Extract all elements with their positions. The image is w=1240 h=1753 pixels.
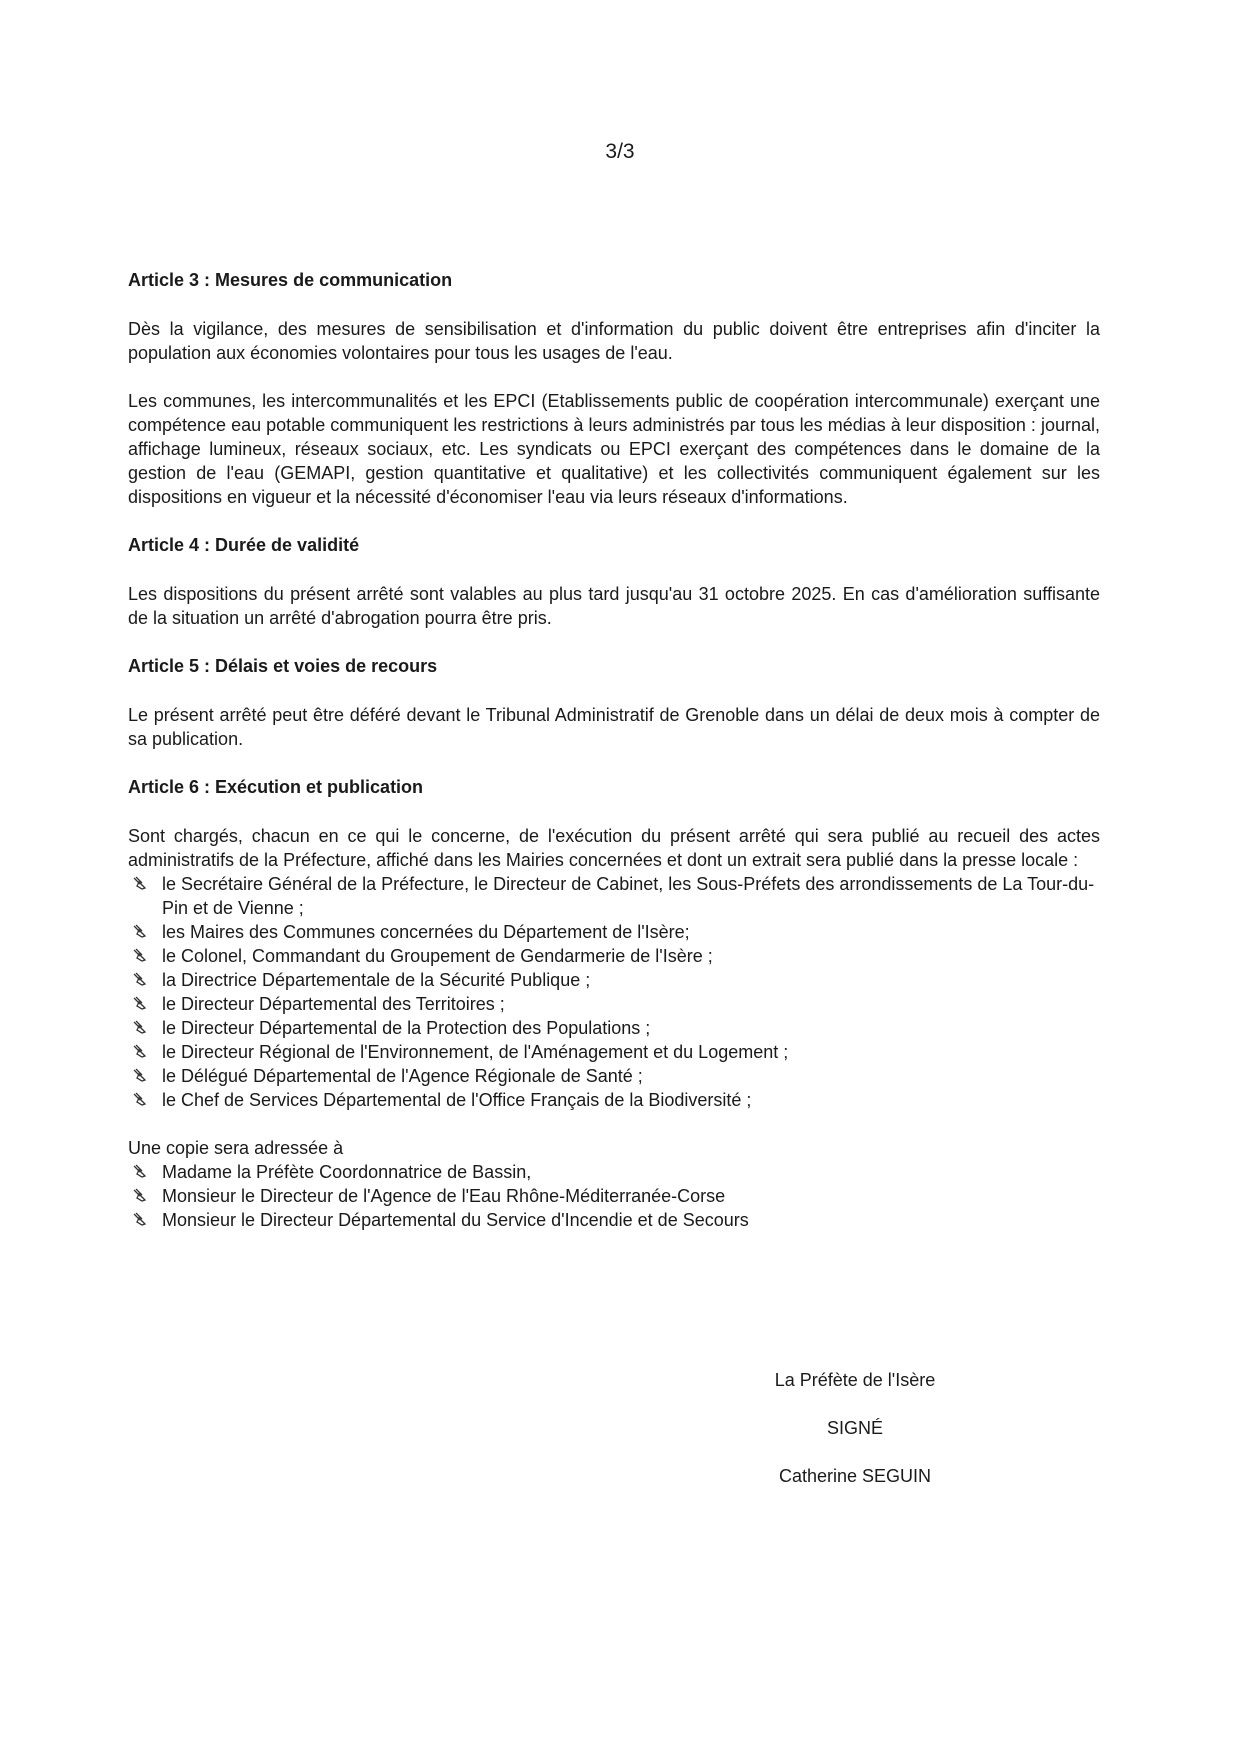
paragraph: Sont chargés, chacun en ce qui le concerne, de l'exécution du présent arrêté qui sera publié au recueil des actes administratifs de la Préfecture, affiché dans les Mairies concernées et dont un extrait sera publié dans la presse locale :	[128, 826, 1100, 870]
list-item-text: le Secrétaire Général de la Préfecture, le Directeur de Cabinet, les Sous-Préfets des arrondissements de La Tour-du-Pin et de Vienne ;	[162, 874, 1095, 918]
hand-pointer-icon	[131, 994, 149, 1012]
hand-pointer-icon	[131, 874, 149, 892]
list-item-text: le Directeur Régional de l'Environnement, de l'Aménagement et du Logement ;	[162, 1042, 789, 1062]
article-6	[128, 775, 1100, 1232]
signature-status: SIGNÉ	[826, 1418, 883, 1438]
list-item	[128, 920, 1100, 944]
list-item	[128, 992, 1100, 1016]
list-item-text: le Chef de Services Départemental de l'Office Français de la Biodiversité ;	[162, 1090, 752, 1110]
list-item-text: Monsieur le Directeur de l'Agence de l'Eau Rhône-Méditerranée-Corse	[162, 1186, 726, 1206]
list-item-text: le Colonel, Commandant du Groupement de Gendarmerie de l'Isère ;	[162, 946, 713, 966]
hand-pointer-icon	[131, 1042, 149, 1060]
hand-pointer-icon	[131, 1162, 149, 1180]
list-item-text: Madame la Préfète Coordonnatrice de Bassin,	[162, 1162, 532, 1182]
list-item	[128, 1088, 1100, 1112]
article-5	[128, 654, 1100, 751]
paragraph: Le présent arrêté peut être déféré devant le Tribunal Administratif de Grenoble dans un délai de deux mois à compter de sa publication.	[128, 705, 1100, 749]
list-item-text: le Directeur Départemental des Territoires ;	[162, 994, 505, 1014]
article-title: Article 5 : Délais et voies de recours	[128, 656, 438, 676]
hand-pointer-icon	[131, 1090, 149, 1108]
signatory-role: La Préfète de l'Isère	[774, 1370, 936, 1390]
paragraph: Les dispositions du présent arrêté sont valables au plus tard jusqu'au 31 octobre 2025. En cas d'amélioration suffisante de la situation un arrêté d'abrogation pourra être pris.	[128, 584, 1100, 628]
list-item-text: la Directrice Départementale de la Sécurité Publique ;	[162, 970, 591, 990]
list-item	[128, 1184, 1100, 1208]
article-title: Article 6 : Exécution et publication	[128, 777, 424, 797]
article-title: Article 4 : Durée de validité	[128, 535, 360, 555]
paragraph: Les communes, les intercommunalités et les EPCI (Etablissements public de coopération intercommunale) exerçant une compétence eau potable communiquent les restrictions à leurs administrés par tous les médias à leur disposition : journal, affichage lumineux, réseaux sociaux, etc. Les syndicats ou EPCI exerçant des compétences dans le domaine de la gestion de l'eau (GEMAPI, gestion quantitative et qualitative) et les collectivités communiquent également sur les dispositions en vigueur et la nécessité d'économiser l'eau via leurs réseaux d'informations.	[128, 391, 1100, 507]
copy-intro: Une copie sera adressée à	[128, 1138, 344, 1158]
responsables-list	[128, 872, 1100, 1112]
signature-block	[690, 1368, 1020, 1512]
hand-pointer-icon	[131, 1066, 149, 1084]
article-title: Article 3 : Mesures de communication	[128, 270, 453, 290]
hand-pointer-icon	[131, 1018, 149, 1036]
hand-pointer-icon	[131, 970, 149, 988]
paragraph: Dès la vigilance, des mesures de sensibilisation et d'information du public doivent être entreprises afin d'inciter la population aux économies volontaires pour tous les usages de l'eau.	[128, 319, 1100, 363]
article-3	[128, 268, 1100, 509]
list-item	[128, 968, 1100, 992]
list-item	[128, 1040, 1100, 1064]
copies-list	[128, 1160, 1100, 1232]
list-item	[128, 1208, 1100, 1232]
list-item	[128, 872, 1100, 920]
list-item-text: le Directeur Départemental de la Protection des Populations ;	[162, 1018, 651, 1038]
document-body	[128, 268, 1100, 1256]
article-4	[128, 533, 1100, 630]
hand-pointer-icon	[131, 1210, 149, 1228]
list-item	[128, 1016, 1100, 1040]
hand-pointer-icon	[131, 946, 149, 964]
list-item-text: les Maires des Communes concernées du Département de l'Isère;	[162, 922, 690, 942]
hand-pointer-icon	[131, 1186, 149, 1204]
list-item	[128, 944, 1100, 968]
signatory-name: Catherine SEGUIN	[778, 1466, 932, 1486]
list-item-text: le Délégué Départemental de l'Agence Régionale de Santé ;	[162, 1066, 643, 1086]
page-number: 3/3	[605, 140, 635, 163]
list-item	[128, 1064, 1100, 1088]
list-item-text: Monsieur le Directeur Départemental du Service d'Incendie et de Secours	[162, 1210, 749, 1230]
list-item	[128, 1160, 1100, 1184]
hand-pointer-icon	[131, 922, 149, 940]
